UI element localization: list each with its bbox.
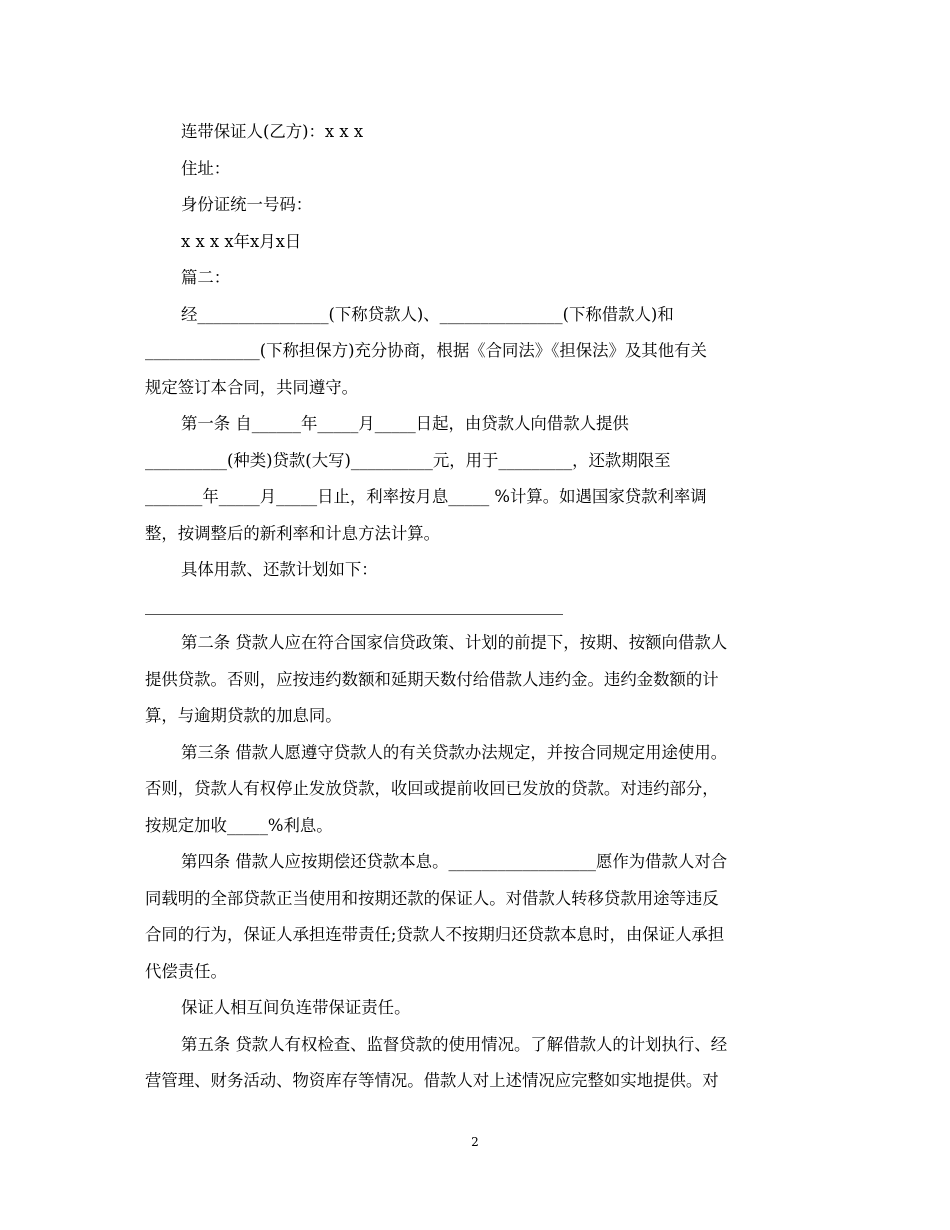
- text-line: 否则，贷款人有权停止发放贷款，收回或提前收回已发放的贷款。对违约部分，: [145, 779, 719, 798]
- text-line: 规定签订本合同，共同遵守。: [145, 377, 359, 397]
- horizontal-rule: [145, 614, 563, 615]
- text-line: 身份证统一号码：: [181, 195, 313, 214]
- text-line: 算，与逾期贷款的加息同。: [145, 706, 342, 725]
- text-line: 住址：: [181, 158, 231, 178]
- text-line: 第三条 借款人愿遵守贷款人的有关贷款办法规定，并按合同规定用途使用。: [181, 742, 728, 762]
- text-line: 篇二：: [181, 268, 231, 287]
- text-line: 第五条 贷款人有权检查、监督贷款的使用情况。了解借款人的计划执行、经: [181, 1034, 728, 1054]
- text-line: 具体用款、还款计划如下：: [181, 560, 378, 579]
- text-line: 同载明的全部贷款正当使用和按期还款的保证人。对借款人转移贷款用途等违反: [145, 888, 719, 908]
- text-line: 合同的行为，保证人承担连带责任;贷款人不按期归还贷款本息时，由保证人承担: [145, 925, 725, 944]
- text-line: 代偿责任。: [145, 961, 227, 981]
- separator-line: [145, 589, 805, 626]
- text-line: 第二条 贷款人应在符合国家信贷政策、计划的前提下，按期、按额向借款人: [181, 633, 728, 652]
- text-line: __________(种类)贷款(大写)__________元，用于_________，还款期限至: [145, 450, 671, 470]
- text-line: 经________________(下称贷款人)、_______________(下称借款人)和: [181, 304, 674, 324]
- text-line: 第一条 自______年_____月_____日起，由贷款人向借款人提供: [181, 414, 629, 433]
- text-line: 保证人相互间负连带保证责任。: [181, 998, 411, 1017]
- text-line: 整，按调整后的新利率和计息方法计算。: [145, 523, 441, 543]
- text-line: 连带保证人(乙方)：x x x: [181, 122, 364, 141]
- text-line: 第四条 借款人应按期偿还贷款本息。__________________愿作为借款人对合: [181, 852, 728, 871]
- page-number: 2: [471, 1135, 479, 1149]
- text-line: 提供贷款。否则，应按违约数额和延期天数付给借款人违约金。违约金数额的计: [145, 669, 719, 689]
- text-line: ______________(下称担保方)充分协商，根据《合同法》《担保法》及其他有关: [145, 341, 707, 360]
- document-body: [145, 114, 805, 1100]
- text-line: 营管理、财务活动、物资库存等情况。借款人对上述情况应完整如实地提供。对: [145, 1071, 719, 1090]
- text-line: 按规定加收_____%利息。: [145, 815, 333, 835]
- text-line: x x x x年x月x日: [181, 231, 302, 251]
- text-line: _______年_____月_____日止，利率按月息_____ %计算。如遇国家贷款利率调: [145, 487, 707, 506]
